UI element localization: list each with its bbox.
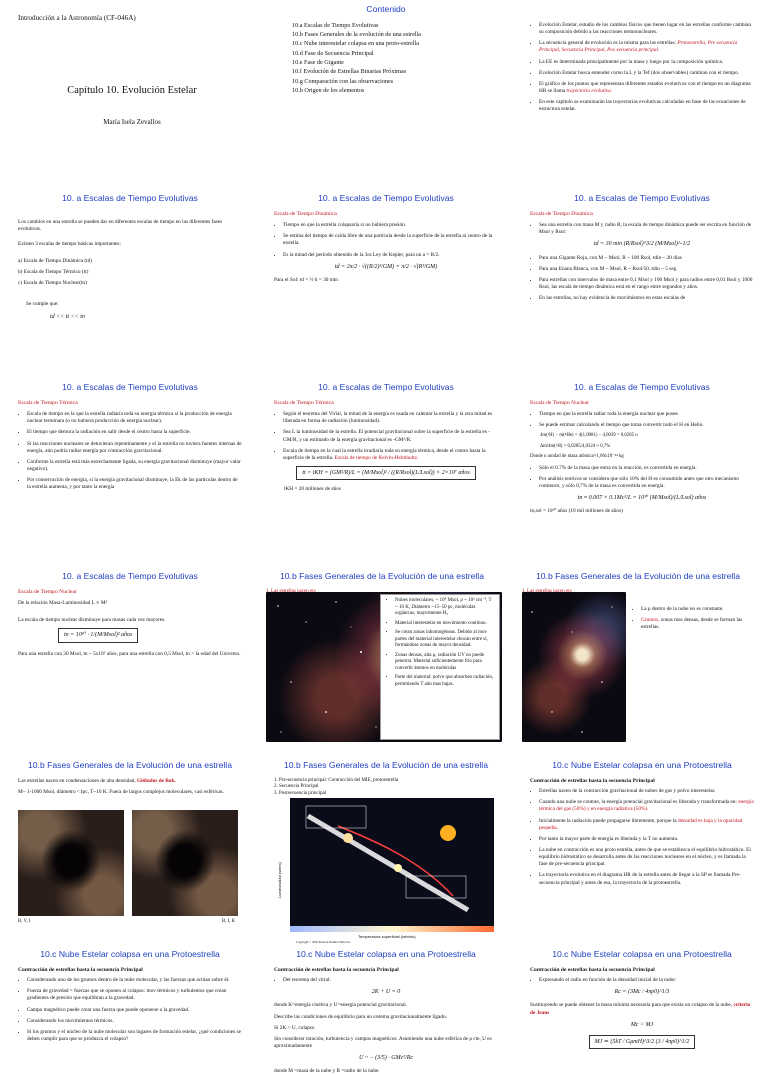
slide-heading: 10.b Fases Generales de la Evolución de una estrella [280,571,484,581]
paragraph: Sin considerar rotación, turbulencia y campos magnéticos. Asumiendo una nube esférica de ρ cte, U es aproximadamente [274,1035,492,1049]
formula: tn = 10¹⁰ · 1/(M/Msol)² años [18,628,242,642]
bullets [530,465,754,490]
bullet: • Si las reacciones nucleares se detuvieran repentinamente y el la estrella no tuviera fuentes internas de energía, aún podría radiar energía por contracción gravitacional. [27,441,242,455]
bullet: • Se estima del tiempo de caída libre de una partícula desde la superficie de la estrella al centro de la estrella. [283,233,498,247]
star-icon-protostar [343,833,353,843]
slide-heading: 10. a Escalas de Tiempo Evolutivas [318,193,454,203]
bullet: • Por tanto la mayor parte de energía es liberada y la T no aumenta. [539,836,754,843]
slide-timescales-intro [0,189,256,378]
bullet: • La ρ dentro de la nube no es constante. [641,606,761,613]
slide-title [0,0,256,189]
bullet: • Para una Enana Blanca, con M ~ Msol, R ~ Rsol/50, tdin ~ 5 seg [539,266,754,273]
bullet: • Evolución Estelar busca entender como la L y la Tef (dos observables) cambian con el tiempo. [539,70,754,77]
slide-protostar-1 [512,756,768,945]
timescale-list [18,258,242,287]
bullet: • Conforme la estrella está más estrechamente ligada, su energía gravitacional disminuye (mayor valor negativo). [27,459,242,473]
equation: Δm/4m(¹H) = 0,0285/4,0324 ≈ 0,7% [540,443,611,449]
callout-item: • Zonas densas, alta ρ, radiación UV no puede penetrar. Material suficientemente frío para convertir átomos en moléculas [395,653,495,673]
slide-heading: 10.b Fases Generales de la Evolución de una estrella [284,760,488,770]
list-item: c) Escala de Tiempo Nuclear(tn) [18,280,87,287]
bullet: • El gráfico de los puntos que representan diferentes estados evolutivos con el tiempo en un diagrama HR se llama trayectoria evolutiva. [539,81,754,95]
slide-heading: 10.b Fases Generales de la Evolución de una estrella [28,760,232,770]
slide-heading: 10.c Nube Estelar colapsa en una Protoestrella [40,949,220,959]
subtitle: Escala de Tiempo Térmica [274,399,334,406]
sun-value: Para el Sol: td = ½ h = 30 min [274,276,338,283]
paragraph: Existen 3 escalas de tiempo básicas importantes: [18,240,121,247]
result: tKH = 20 millones de años [284,486,341,493]
bullet: • Sea L la luminosidad de la estrella. El potencial gravitacional sobre la superficie de la estrella es -GM/R, y un estimado de la energía gravitacional es -GM²/R. [283,429,498,443]
equation: 4m(¹H) − m(⁴He) = 4(1,0081) − 4,0039 = 0,0285 u [540,433,638,439]
slide-heading: 10.b Fases Generales de la Evolución de una estrella [536,571,740,581]
contents-item[interactable]: 10.h Origen de los elementos [292,87,365,95]
slide-dynamic-1 [256,189,512,378]
formula: U ~ − (3/5) · GMc²/Rc [358,1055,414,1062]
list-item: 3. Postsecuencia principal [274,791,327,797]
bullet: • Según el teorema del Virial, la mitad de la energía es usada en calentar la estrella y la otra mitad es liberada en forma de radiación (luminosidad). [283,411,498,425]
bullet: • Sólo el 0.7% de la masa que entra en la reacción, es convertida en energía. [539,465,754,472]
callout-item: • Parte del material: polvo que absorben radiación, permitiendo T aún mas bajas. [395,675,495,688]
list-item: b) Escala de Tiempo Térmico (tt) [18,269,89,276]
slide-heading: 10. a Escalas de Tiempo Evolutivas [62,193,198,203]
subtitle: Escala de Tiempo Dinámica [530,210,593,217]
bullet: • Evolución Estelar, estudio de los cambios físicos que tienen lugar en las estrellas conforme cambian su composición debido a las reacciones termonucleares. [539,22,754,36]
image-caption-left: B, V, I [18,919,31,924]
contents-item[interactable]: 10.b Fases Generales de la evolución de una estrella [292,30,422,38]
bullet: • La secuencia general de evolución es la misma para las estrellas: Protoestrella, Pre secuencia Principal, Secuencia Principal, Pos secuencia principal. [539,40,754,54]
slide-bok-globules [0,756,256,945]
callout-item: • Se crean zonas inhomogéneas. Debido al mov partes del material interestelar chocan entre sí, formándose zonas de mayor densidad. [395,630,495,650]
bullet: • En las estrellas, no hay evidencia de movimientos en estas escalas de [539,295,754,302]
paragraph: Los cambios en una estrella se pueden dar en diferentes escalas de tiempo en las diferentes fases evolutivas. [18,218,223,232]
star-icon-main-sequence [394,864,402,872]
paragraph: donde K=energía cinética y U=energía potencial gravitacional. [274,1002,407,1009]
bullet: • Sea una estrella con masa M y radio R, la escala de tiempo dinámica puede ser escrita en función de Msol y Rsol: [539,222,754,236]
slide-heading: 10. a Escalas de Tiempo Evolutivas [318,382,454,392]
slide-heading: 10. a Escalas de Tiempo Evolutivas [574,193,710,203]
slide-dynamic-2 [512,189,768,378]
slide-protostar-3 [256,945,512,1075]
paragraph: Describe las condiciones de equilibrio para un sistema gravitacionalmente ligado. [274,1013,447,1020]
bullets [274,977,498,984]
formula: 2K + U = 0 [371,989,401,996]
slide-thermal-2 [256,378,512,567]
slide-phases-2 [512,567,768,756]
callout-item: • Material interestelar en movimiento contínuo. [395,621,495,628]
image-caption-right: B, I, K [222,919,236,924]
bok-globule-image-left [18,810,124,916]
bullet: • Del teorema del virial: [283,977,498,984]
chapter-title: Capítulo 10. Evolución Estelar [67,85,197,96]
bullet: • Tiempo en que la estrella colapsaría si no hubiera presión. [283,222,498,229]
bullet: • Inicialmente la radiación puede propagarse libremente, porque la densidad es baja y la opacidad pequeña. [539,818,754,832]
result: tn,sol = 10¹⁰ años (10 mil millones de años) [530,508,623,515]
bullet: • Expresando el radio en función de la densidad inicial de la nube: [539,977,754,984]
bullets [274,411,498,462]
bullet: • Si los grumos y el núcleo de la nube molecular son lugares de formación estelar, ¿qué condiciones se deben cumplir para que se produzca el colapso? [27,1029,242,1043]
star-points [522,592,626,742]
slide-intro [512,0,768,189]
slide-nuclear-1 [512,378,768,567]
slide-protostar-2 [0,945,256,1042]
paragraph: Sustituyendo se puede obtener la masa mínima necesaria para que exista un colapso de la nube, criterio de Jeans [530,1002,751,1016]
slide-thermal-1 [0,378,256,567]
contents-title: Contenido [366,4,406,14]
bullet: • Por conservación de energía, si la energía gravitacional disminuye, la Ek de las partículas dentro de la estrella aumenta, y por tanto la energía [27,477,242,491]
bullets [632,606,761,635]
slide-heading: 10. a Escalas de Tiempo Evolutivas [574,382,710,392]
slide-heading: 10. a Escalas de Tiempo Evolutivas [62,571,198,581]
bullet: • Cuando una nube se contrae, la energía potencial gravitacional es liberada y transformada en: energía térmica del gas (50%) y en energía radiativa (50%). [539,799,754,813]
formula: td = 30 min (R/Rsol)^3/2 (M/Msol)^-1/2 [593,241,691,248]
bullets [530,255,754,303]
formula: Mc > MJ [630,1021,654,1028]
y-axis-label: Luminosidad (soles) [277,862,282,898]
bullet: • Para estrellas con intervalos de masa entre 0,1 Msol y 100 Msol y para radios entre 0,01 Rsol y 1000 Rsol, las escala de tiempo dinámica está en el rango entre segundos y años. [539,277,754,291]
contents-item[interactable]: 10.f Evolución de Estrellas Binarias Próximas [292,68,407,76]
formula: td << tt << tn [50,313,85,320]
slide-protostar-4 [512,945,768,1045]
subtitle: Contracción de estrellas hasta la secuencia Principal [530,777,655,784]
star-icon-red-giant [440,825,456,841]
bullet: • Grumos, zonas mas densas, desde se forman las estrellas. [641,617,761,631]
bullets [18,977,242,1043]
bullets [530,411,754,429]
list-item: 1. Pre-secuencia principal: Contracción del MIE, protoestrella [274,777,399,783]
formula: tt = tKH = (GM²/R)/L = (M/Msol)² / ((R/Rsol)(L/Lsol)) × 2×10⁷ años [274,466,498,480]
bullets [530,788,754,887]
paragraph: La escala de tiempo nuclear disminuye para masas cada vez mayores. [18,617,166,624]
subtitle: Contracción de estrellas hasta la secuencia Principal [18,966,143,973]
hr-diagram [278,798,496,942]
bullets [530,977,754,984]
subtitle: Escala de Tiempo Térmica [18,399,78,406]
formula: td = 2π/2 · √((R/2)³/GM) = π/2 · √(R³/GM) [334,263,438,270]
paragraph: Las estrellas nacen en condensaciones de alta densidad, Glóbulos de Bok. [18,777,176,784]
slide-contents [256,0,512,189]
subtitle: Contracción de estrellas hasta la secuencia Principal [274,966,399,973]
relation: De la relación Masa-Luminosidad L ∝ M³ [18,600,108,607]
bullet: • Considerando los movimientos térmicos. [27,1018,242,1025]
bullet: • Escala de tiempo en la cual la estrella irradiaría toda su energía térmica, desde el centro hasta la superficie de la estrella. Escala de tiempo de Kelvin-Helmholtz. [283,448,498,462]
contents-item[interactable]: 10.e Fase de Gigante [292,59,344,67]
x-axis-label: Temperatura superficial (kelvins) [358,934,416,939]
bullet: • En este capítulo se examinarán las trayectorias evolutivas calculadas en base de las ecuaciones de estructura estelar. [539,99,754,113]
subtitle: Escala de Tiempo Nuclear [530,399,589,406]
bullet: • El tiempo que demora la radiación en salir desde el centro hasta la superficie. [27,429,242,436]
slide-heading: 10.c Nube Estelar colapsa en una Protoestrella [296,949,476,959]
bullet: • Campo magnético puede crear una fuerza que puede oponerse a la gravedad. [27,1007,242,1014]
intro-bullets [530,22,754,113]
slide-heading: 10. a Escalas de Tiempo Evolutivas [62,382,198,392]
subtitle: Escala de Tiempo Nuclear [18,588,77,595]
contents-item[interactable]: 10.a Escalas de Tiempo Evolutivas [292,21,379,29]
bullet: • Para una Gigante Roja, con M ~ Msol, R ~ 100 Rsol, tdin ~ 20 días [539,255,754,262]
formula: tn ≈ 0.007 × 0.1Mc²/L = 10¹⁰ (M/Msol)/(L/Lsol) años [577,495,707,502]
slide-heading: 10.c Nube Estelar colapsa en una Protoestrella [552,760,732,770]
bullets [530,222,754,236]
bullet: • Se puede estimar calculando el tiempo que toma convertir todo el H en Helio. [539,422,754,429]
paragraph: Para una estrella con 30 Msol, tn ~ 5x10⁶ años, para una estrella con 0,5 Msol, tn > la edad del Universo. [18,650,241,657]
contents-item[interactable]: 10.d Fase de Secuencia Principal [292,49,374,57]
slide-phases-hr [256,756,512,945]
course-name: Introducción a la Astronomía (CF-046A) [18,14,136,22]
bullets [274,222,498,259]
contents-item[interactable]: 10.g Comparación con las observaciones [292,77,394,85]
formula: MJ ≃ (5kT / GμmH)^3/2 (3 / 4πρ0)^1/2 [530,1035,754,1049]
bullet: • La EE es determinada principalmente por la masa y luego por la composición química. [539,59,754,66]
contents-list [274,22,498,96]
bullet: • La nube en contracción es una proto estrella, antes de que se establezca el equilibrio hidrostático. El equilibrio hidrostático se desarrolla antes de las reacciones nucleares en el núcleo, y es llamada la fase de pre-secuencia principal. [539,847,754,868]
bullet: • Por análisis teóricos se considera que sólo 10% del H es consumido antes que otro mecanismo comience, y sólo 0,7% de la masa es convertida en energía. [539,476,754,490]
bullet: • Considerando uno de los grumos dentro de la nube molecular, y las fuerzas que actúan sobre él. [27,977,242,984]
list-item: 2. Secuencia Principal [274,784,319,790]
subtitle: Contracción de estrellas hasta la secuencia Principal [530,966,655,973]
bullets [18,411,242,491]
formula: Rc = (3Mc / 4πρ0)^1/3 [614,989,670,996]
slide-heading: 10.c Nube Estelar colapsa en una Protoestrella [552,949,732,959]
author-name: María Isela Zevallos [103,118,161,126]
bullet: • Es la mitad del periodo obtenido de la 3ra Ley de Kepler, para un a = R/2. [283,252,498,259]
bullet: • Estrellas nacen de la contracción gravitacional de nubes de gas y polvo interestelar. [539,788,754,795]
temperature-bar [290,926,494,932]
paragraph: Si 2K < U, colapso [274,1024,315,1031]
slide-nuclear-2 [0,567,256,756]
list-item: a) Escala de Tiempo Dinámica (td) [18,258,92,265]
callout-box [380,594,500,740]
image-credit: Copyright © 2005 Pearson Prentice Hall, Inc. [296,940,351,944]
callout-item: • Nubes moleculares, ~ 10⁴ Msol, ρ ~ 10² cm⁻³, T ~ 10 K, Diámetro ~15–50 pc, moléculas orgánicas, mayormente H₂ [395,598,495,618]
paragraph: Se cumple que: [26,301,59,308]
bok-globule-image-right [132,810,238,916]
equation-note: Donde u unidad de masa atómica=1,66x10⁻²⁴ kg [530,454,624,460]
nebula-image-crop [522,592,626,742]
bullet: • Tiempo en que la estrella radiar toda la energía nuclear que posee. [539,411,754,418]
paragraph: donde M =masa de la nube y R =radio de la nube. [274,1068,380,1075]
subtitle: Escala de Tiempo Dinámica [274,210,337,217]
phase-list [274,778,498,798]
bullet: • Escala de tiempo en la que la estrella radiaría toda su energía térmica si la producción de energía nuclear terminara (o no hubiera producción de energía nuclear). [27,411,242,425]
bullet: • Fuerza de gravedad = fuerzas que se oponen al colapso: mov térmicos y turbulentos que crean gradientes de presión que equilibran a la gravedad. [27,988,242,1002]
contents-item[interactable]: 10.c Nube interestelar colapsa en una proto-estrella [292,40,419,48]
paragraph: M~ 1-1000 Msol, diámetro <1pc, T~10 K. Fuera de largos complejos moleculares, casi esféricas. [18,788,224,795]
bullet: • La trayectoria evolutiva en el diagrama HR de la estrella antes de llegar a la SP es llamada Pre-secuencia principal y antes de esa, la trayectoria de la protoestrella. [539,872,754,886]
slide-phases-1 [256,567,512,756]
